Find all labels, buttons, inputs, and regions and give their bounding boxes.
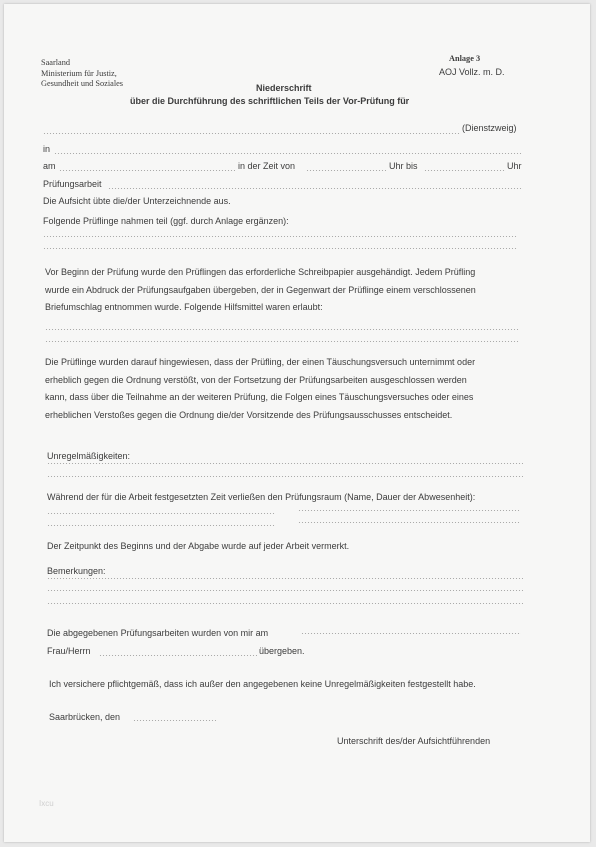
time-from-line — [306, 170, 386, 171]
paragraph-line: Vor Beginn der Prüfung wurde den Prüflingen das erforderliche Schreibpapier ausgehändigt. Jedem Prüfling — [45, 267, 476, 277]
paragraph-line: wurde ein Abdruck der Prüfungsaufgaben übergeben, der in Gegenwart der Prüflinge einem verschlossenen — [45, 284, 476, 295]
recipient-label: Frau/Herrn — [47, 646, 91, 656]
time-until-label: Uhr bis — [389, 161, 418, 171]
dienstzweig-label: (Dienstzweig) — [462, 123, 517, 133]
dienstzweig-line — [43, 133, 461, 134]
absence-label: Während der für die Arbeit festgesetzten Zeit verließen den Prüfungsraum (Name, Dauer der Abwesenheit): — [47, 492, 476, 502]
cheating-warning-paragraph — [45, 354, 475, 424]
remarks-line-2 — [47, 590, 523, 591]
document-subtitle: über die Durchführung des schriftlichen Teils der Vor-Prüfung für — [130, 96, 410, 106]
document-title: Niederschrift — [256, 83, 312, 93]
time-until-line — [424, 170, 506, 171]
remarks-line-1 — [47, 578, 523, 579]
paragraph-line: kann, dass über die Teilnahme an der weiteren Prüfung, die Folgen eines Täuschungsversuches oder eines — [45, 392, 474, 402]
irregularities-line-1 — [47, 463, 523, 464]
remarks-line-3 — [47, 603, 523, 604]
exam-paper-line — [108, 188, 523, 189]
regulation-label: AOJ Vollz. m. D. — [439, 67, 505, 77]
exam-paper-label: Prüfungsarbeit — [43, 179, 102, 189]
signature-label: Unterschrift des/der Aufsichtführenden — [337, 736, 491, 746]
participants-line-1 — [43, 236, 517, 237]
date-line — [59, 170, 235, 171]
location-line — [54, 153, 522, 154]
remarks-label: Bemerkungen: — [47, 566, 106, 576]
timestamp-note: Der Zeitpunkt des Beginns und der Abgabe wurde auf jeder Arbeit vermerkt. — [47, 541, 350, 551]
paragraph-line: erheblichen Verstoßes gegen die Ordnung die/der Vorsitzende des Prüfungsausschusses entscheidet. — [45, 409, 453, 420]
absence-line-right-2 — [298, 522, 520, 523]
date-label: am — [43, 161, 56, 171]
irregularities-label: Unregelmäßigkeiten: — [47, 451, 131, 461]
ministry-line-2: Gesundheit und Soziales — [41, 79, 124, 88]
state-name: Saarland — [41, 58, 71, 67]
participants-line-2 — [43, 248, 517, 249]
watermark: Ixcu — [39, 799, 54, 808]
declaration-text: Ich versichere pflichtgemäß, dass ich außer den angegebenen keine Unregelmäßigkeiten festgestellt habe. — [49, 679, 476, 689]
exam-start-paragraph — [45, 264, 476, 317]
ministry-line-1: Ministerium für Justiz, — [41, 69, 117, 78]
paragraph-line: Die Prüflinge wurden darauf hingewiesen, dass der Prüfling, der einen Täuschungsversuch unternimmt oder — [45, 357, 476, 367]
participants-label: Folgende Prüflinge nahmen teil (ggf. durch Anlage ergänzen): — [43, 216, 289, 226]
supervision-statement: Die Aufsicht übte die/der Unterzeichnende aus. — [43, 196, 231, 206]
absence-line-left-2 — [47, 525, 275, 526]
handover-label: Die abgegebenen Prüfungsarbeiten wurden von mir am — [47, 628, 269, 638]
document-page — [4, 4, 590, 842]
paragraph-line: Briefumschlag entnommen wurde. Folgende Hilfsmittel waren erlaubt: — [45, 302, 323, 312]
time-from-label: in der Zeit von — [238, 161, 296, 171]
time-unit-label: Uhr — [507, 161, 522, 171]
aids-line-1 — [45, 329, 519, 330]
paragraph-line: erheblich gegen die Ordnung verstößt, von der Fortsetzung der Prüfungsarbeiten ausgeschlossen werden — [45, 374, 467, 385]
annex-label: Anlage 3 — [449, 54, 481, 63]
location-label: in — [43, 144, 51, 154]
handover-date-line — [301, 633, 521, 634]
aids-line-2 — [45, 341, 519, 342]
absence-line-left-1 — [47, 513, 275, 514]
absence-line-right-1 — [298, 510, 520, 511]
irregularities-line-2 — [47, 476, 523, 477]
place-date-line — [133, 720, 216, 721]
place-date-label: Saarbrücken, den — [49, 712, 121, 722]
recipient-line — [99, 655, 257, 656]
handed-over-label: übergeben. — [259, 646, 305, 656]
